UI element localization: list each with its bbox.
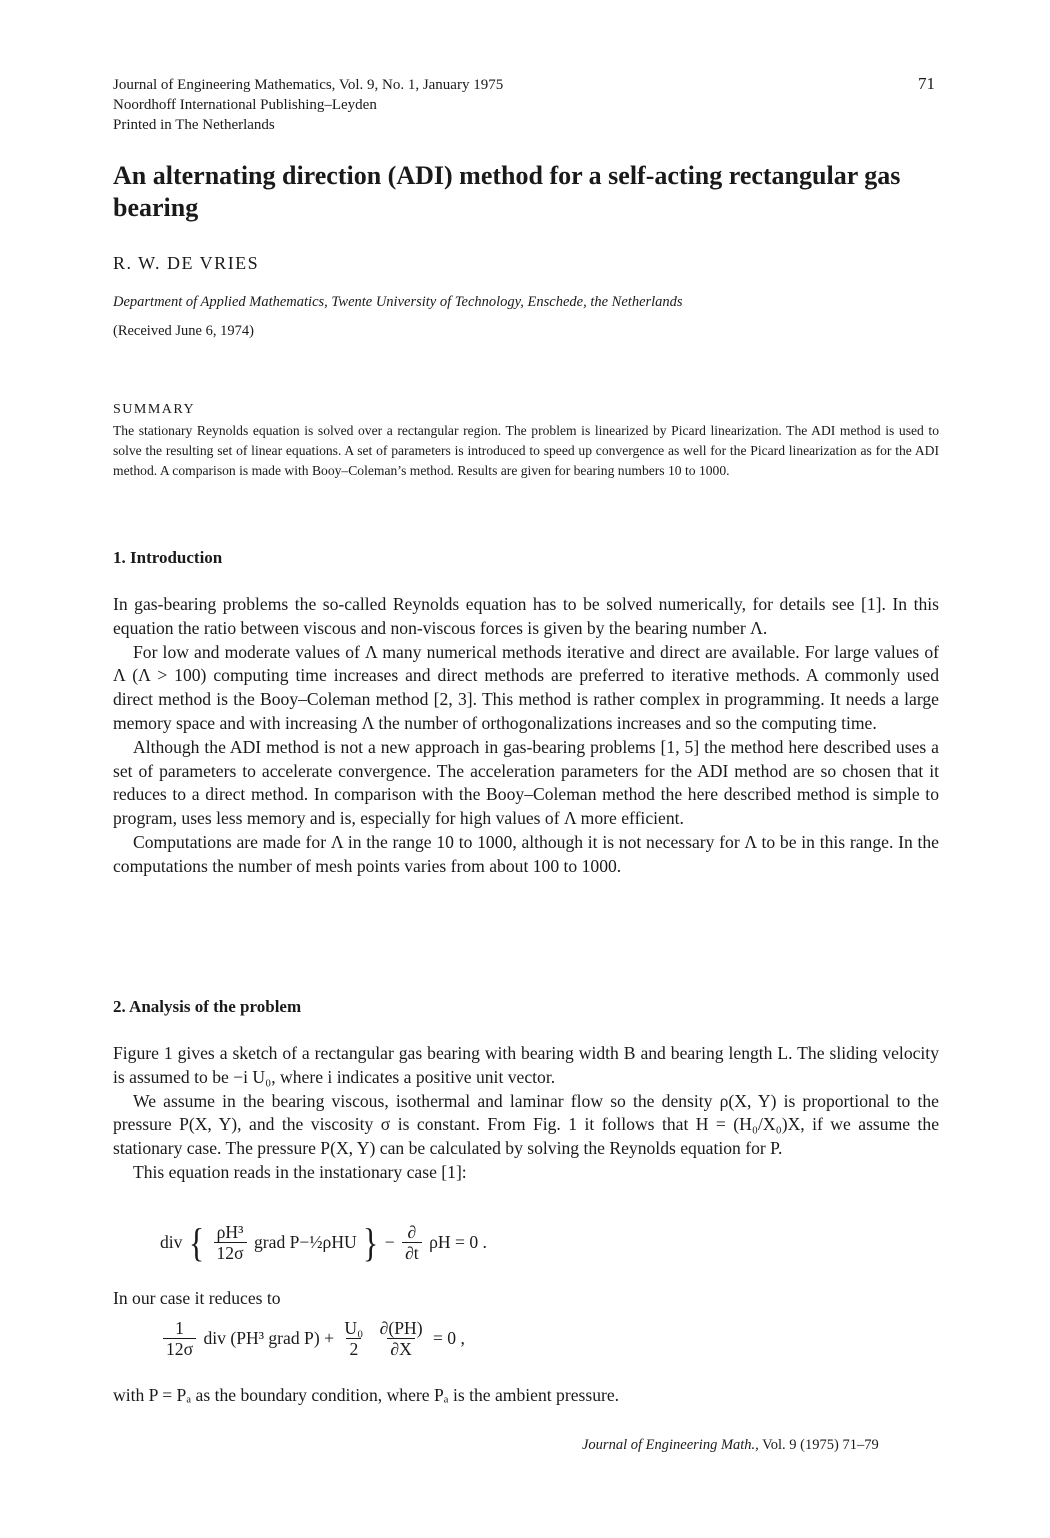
reduces-line: In our case it reduces to bbox=[113, 1288, 281, 1308]
eq-tail: = 0 , bbox=[432, 1328, 465, 1348]
footer-journal: Journal of Engineering Math., bbox=[582, 1437, 759, 1453]
eq-partial-fraction bbox=[377, 1318, 426, 1359]
summary-text: The stationary Reynolds equation is solved over a rectangular region. The problem is linearized by Picard linearization. The ADI method is used to solve the resulting set of linear equations. A set of parameters is introduced to speed up convergence as well for the Picard linearization as for the ADI method. A comparison is made with Booy–Coleman’s method. Results are given for bearing numbers 10 to 1000. bbox=[113, 423, 939, 478]
boundary-condition-line: with P = Pₐ as the boundary condition, where Pₐ is the ambient pressure. bbox=[113, 1385, 620, 1405]
eq-partial-fraction bbox=[402, 1222, 422, 1263]
equation-reynolds-reduced bbox=[160, 1318, 465, 1359]
eq-numerator: ∂ bbox=[407, 1222, 417, 1242]
eq-denominator: ∂X bbox=[387, 1338, 414, 1359]
author-affiliation: Department of Applied Mathematics, Twente University of Technology, Enschede, the Netherlands bbox=[113, 294, 683, 310]
eq-right-brace: } bbox=[363, 1219, 379, 1265]
eq-numerator: U₀ bbox=[344, 1318, 364, 1338]
paragraph: Although the ADI method is not a new approach in gas-bearing problems [1, 5] the method here described uses a set of parameters to accelerate convergence. The acceleration parameters for the ADI method are so chosen that it reduces to a direct method. In comparison with the Booy–Coleman method the here described method is simple to program, uses less memory and is, especially for high values of Λ more efficient. bbox=[113, 736, 939, 829]
received-date: (Received June 6, 1974) bbox=[113, 323, 254, 339]
eq-tail: ρH = 0 . bbox=[429, 1232, 487, 1252]
paragraph: Figure 1 gives a sketch of a rectangular gas bearing with bearing width B and bearing length L. The sliding velocity is assumed to be −i U₀, where i indicates a positive unit vector. bbox=[113, 1043, 939, 1087]
eq-term: div (PH³ grad P) + bbox=[203, 1328, 335, 1348]
page-footer bbox=[582, 1437, 879, 1454]
eq-fraction bbox=[341, 1318, 366, 1359]
eq-numerator: 1 bbox=[175, 1318, 184, 1338]
eq-denominator: 2 bbox=[346, 1338, 361, 1359]
introduction-body bbox=[113, 593, 939, 879]
paragraph: We assume in the bearing viscous, isothermal and laminar flow so the density ρ(X, Y) is proportional to the pressure P(X, Y), and the viscosity σ is constant. From Fig. 1 it follows that H = (H₀/X₀)X, if we assume the stationary case. The pressure P(X, Y) can be calculated by solving the Reynolds equation for P. bbox=[113, 1090, 939, 1159]
summary-heading: SUMMARY bbox=[113, 402, 196, 417]
eq-term: grad P−½ρHU bbox=[253, 1232, 357, 1252]
eq-fraction bbox=[214, 1222, 247, 1263]
eq-denominator: 12σ bbox=[163, 1338, 196, 1359]
section-analysis-heading: 2. Analysis of the problem bbox=[113, 997, 302, 1016]
paragraph: Computations are made for Λ in the range 10 to 1000, although it is not necessary for Λ to be in this range. In the computations the number of mesh points varies from about 100 to 1000. bbox=[113, 831, 939, 876]
eq-denominator: 12σ bbox=[214, 1242, 247, 1263]
equation-reynolds-instationary bbox=[160, 1219, 487, 1265]
page-number: 71 bbox=[918, 74, 935, 93]
footer-volume: Vol. 9 (1975) 71–79 bbox=[762, 1437, 879, 1453]
header-printed-line: Printed in The Netherlands bbox=[113, 117, 275, 133]
analysis-body bbox=[113, 1042, 939, 1185]
eq-minus: − bbox=[384, 1232, 395, 1252]
eq-numerator: ρH³ bbox=[216, 1222, 244, 1242]
author-name: R. W. DE VRIES bbox=[113, 253, 260, 273]
eq-numerator: ∂(PH) bbox=[379, 1318, 423, 1338]
section-introduction-heading: 1. Introduction bbox=[113, 548, 223, 567]
eq-fraction bbox=[163, 1318, 196, 1359]
journal-header bbox=[113, 75, 503, 135]
eq-div: div bbox=[160, 1232, 183, 1252]
eq-left-brace: { bbox=[188, 1219, 205, 1265]
paragraph: This equation reads in the instationary case [1]: bbox=[133, 1161, 467, 1182]
eq-denominator: ∂t bbox=[402, 1242, 422, 1263]
header-publisher-line: Noordhoff International Publishing–Leyden bbox=[113, 97, 377, 113]
paper-title: An alternating direction (ADI) method for a self-acting rectangular gas bearing bbox=[113, 161, 901, 222]
paragraph: For low and moderate values of Λ many numerical methods iterative and direct are available. For large values of Λ (Λ > 100) computing time increases and direct methods are preferred to iterative methods. A commonly used direct method is the Booy–Coleman method [2, 3]. This method is rather complex in programming. It needs a large memory space and with increasing Λ the number of orthogonalizations increases and so the computing time. bbox=[113, 641, 939, 733]
paragraph: In gas-bearing problems the so-called Reynolds equation has to be solved numerically, for details see [1]. In this equation the ratio between viscous and non-viscous forces is given by the bearing number Λ. bbox=[113, 594, 939, 638]
header-journal-line: Journal of Engineering Mathematics, Vol. 9, No. 1, January 1975 bbox=[113, 77, 504, 93]
